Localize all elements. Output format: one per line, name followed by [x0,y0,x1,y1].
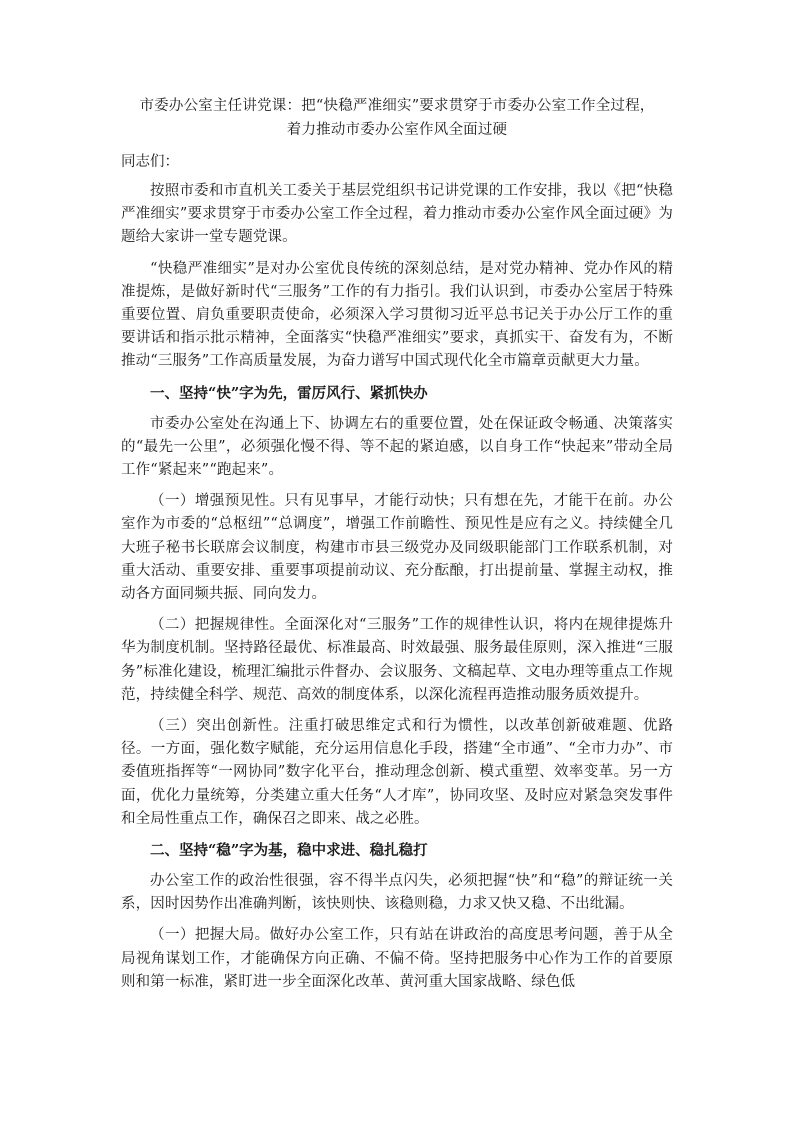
document-title [121,94,673,142]
document-body [121,94,673,1002]
section-1-item-3: （三）突出创新性。注重打破思维定式和行为惯性，以改革创新破难题、优路径。一方面，强化数字赋能，充分运用信息化手段，搭建“全市通”、“全市力办”、市委值班指挥等“一网协同”数字化平台，推动理念创新、模式重塑、效率变革。另一方面，优化力量统筹，分类建立重大任务“人才库”，协同攻坚、及时应对紧急突发事件和全局性重点工作，确保召之即来、战之必胜。 [121,718,673,827]
section-1-item-1: （一）增强预见性。只有见事早，才能行动快；只有想在先，才能干在前。办公室作为市委的“总枢纽”“总调度”，增强工作前瞻性、预见性是应有之义。持续健全几大班子秘书长联席会议制度，构建市市县三级党办及同级职能部门工作联系机制，对重大活动、重要安排、重要事项提前动议、充分酝酿，打出提前量、掌握主动权，推动各方面同频共振、同向发力。 [121,493,673,603]
section-2-intro: 办公室工作的政治性很强，容不得半点闪失，必须把握“快”和“稳”的辩证统一关系，因时因势作出准确判断，该快则快、该稳则稳，力求又快又稳、不出纰漏。 [121,873,673,913]
intro-paragraph-1: 按照市委和市直机关工委关于基层党组织书记讲党课的工作安排，我以《把“快稳严准细实”要求贯穿于市委办公室工作全过程，着力推动市委办公室作风全面过硬》为题给大家讲一堂专题党课。 [121,183,673,246]
section-2-item-1: （一）把握大局。做好办公室工作，只有站在讲政治的高度思考问题，善于从全局视角谋划工作，才能确保方向正确、不偏不倚。坚持把服务中心作为工作的首要原则和第一标准，紧盯进一步全面深化改革、黄河重大国家战略、绿色低 [121,927,673,990]
greeting: 同志们： [121,154,179,170]
title-line-2: 着力推动市委办公室作风全面过硬 [286,122,508,138]
section-2-heading: 二、坚持“稳”字为基，稳中求进、稳扎稳打 [150,842,428,860]
title-line-1: 市委办公室主任讲党课：把“快稳严准细实”要求贯穿于市委办公室工作全过程， [139,98,655,114]
intro-paragraph-2: “快稳严准细实”是对办公室优良传统的深刻总结，是对党办精神、党办作风的精准提炼，是做好新时代“三服务”工作的有力指引。我们认识到，市委办公室居于特殊重要位置、肩负重要职责使命，必须深入学习贯彻习近平总书记关于办公厅工作的重要讲话和指示批示精神，全面落实“快稳严准细实”要求，真抓实干、奋发有为，不断推动“三服务”工作高质量发展，为奋力谱写中国式现代化全市篇章贡献更大力量。 [121,260,673,370]
section-1-intro: 市委办公室处在沟通上下、协调左右的重要位置，处在保证政令畅通、决策落实的“最先一公里”，必须强化慢不得、等不起的紧迫感，以自身工作“快起来”带动全局工作“紧起来”“跑起来”。 [121,415,673,479]
section-1-item-2: （二）把握规律性。全面深化对“三服务”工作的规律性认识，将内在规律提炼升华为制度机制。坚持路径最优、标准最高、时效最强、服务最佳原则，深入推进“三服务”标准化建设，梳理汇编批示件督办、会议服务、文稿起草、文电办理等重点工作规范，持续健全科学、规范、高效的制度体系，以深化流程再造推动服务质效提升。 [121,617,673,703]
section-1-heading: 一、坚持“快”字为先，雷厉风行、紧抓快办 [150,384,428,402]
